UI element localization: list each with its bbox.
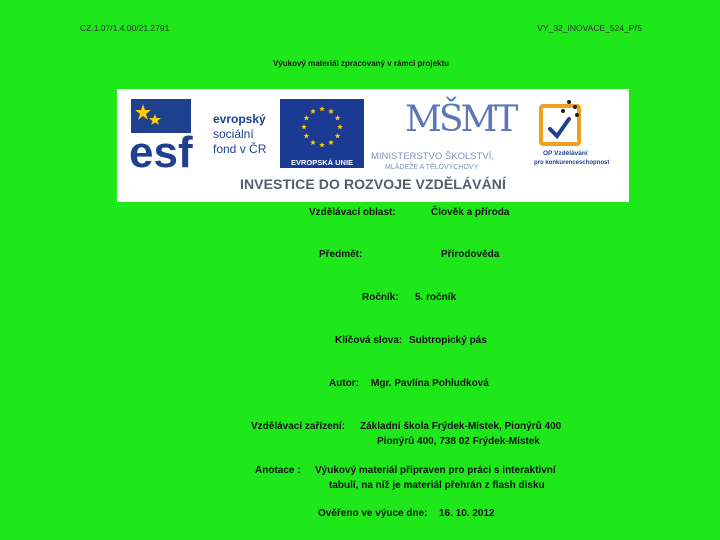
grade-label: Ročník: xyxy=(362,292,399,303)
msmt-letters: MŠMT xyxy=(405,99,516,140)
author-value: Mgr. Pavlína Pohludková xyxy=(371,378,489,389)
area-value: Člověk a příroda xyxy=(431,207,510,218)
project-subtitle: Výukový materiál zpracovaný v rámci projektu xyxy=(272,59,450,68)
school-value-2: Pionýrů 400, 738 02 Frýdek-Místek xyxy=(377,436,540,447)
msmt-line-2: MLÁDEŽE A TĚLOVÝCHOVY xyxy=(385,164,479,171)
esf-logo xyxy=(129,99,267,177)
school-label: Vzdělávací zařízení: xyxy=(251,421,345,432)
grade-value: 5. ročník xyxy=(415,292,457,303)
annotation-label: Anotace : xyxy=(255,465,301,476)
annotation-value-2: tabulí, na níž je materiál přehrán z flash disku xyxy=(329,480,545,491)
banner-caption: INVESTICE DO ROZVOJE VZDĚLÁVÁNÍ xyxy=(239,176,507,192)
msmt-logo xyxy=(371,98,518,171)
keywords-value: Subtropický pás xyxy=(409,335,487,346)
msmt-line-1: MINISTERSTVO ŠKOLSTVÍ, xyxy=(371,151,494,162)
keywords-label: Klíčová slova: xyxy=(335,335,403,346)
eu-label: EVROPSKÁ UNIE xyxy=(290,158,354,167)
author-label: Autor: xyxy=(329,378,359,389)
school-value-1: Základní škola Frýdek-Místek, Pionýrů 400 xyxy=(360,421,562,432)
op-line-2: pro konkurenceschopnost xyxy=(534,160,610,166)
project-code: CZ.1.07/1.4.00/21.2791 xyxy=(80,23,170,33)
subject-value: Přírodověda xyxy=(441,249,500,260)
eu-flag-logo xyxy=(280,99,364,168)
op-line-1: OP Vzdělávání xyxy=(543,150,588,157)
esf-line-2: sociální xyxy=(213,127,254,141)
esf-line-1: evropský xyxy=(213,112,266,126)
subject-label: Předmět: xyxy=(319,249,363,260)
op-logo xyxy=(534,100,609,166)
material-code: VY_32_INOVACE_524_Př5 xyxy=(537,23,642,33)
logo-banner xyxy=(117,89,629,202)
verified-value: 16. 10. 2012 xyxy=(439,508,495,519)
esf-line-3: fond v ČR xyxy=(213,142,267,156)
esf-word: esf xyxy=(129,128,193,177)
area-label: Vzdělávací oblast: xyxy=(309,207,396,218)
verified-label: Ověřeno ve výuce dne: xyxy=(318,508,428,519)
annotation-value-1: Výukový materiál připraven pro práci s interaktivní xyxy=(315,465,556,476)
